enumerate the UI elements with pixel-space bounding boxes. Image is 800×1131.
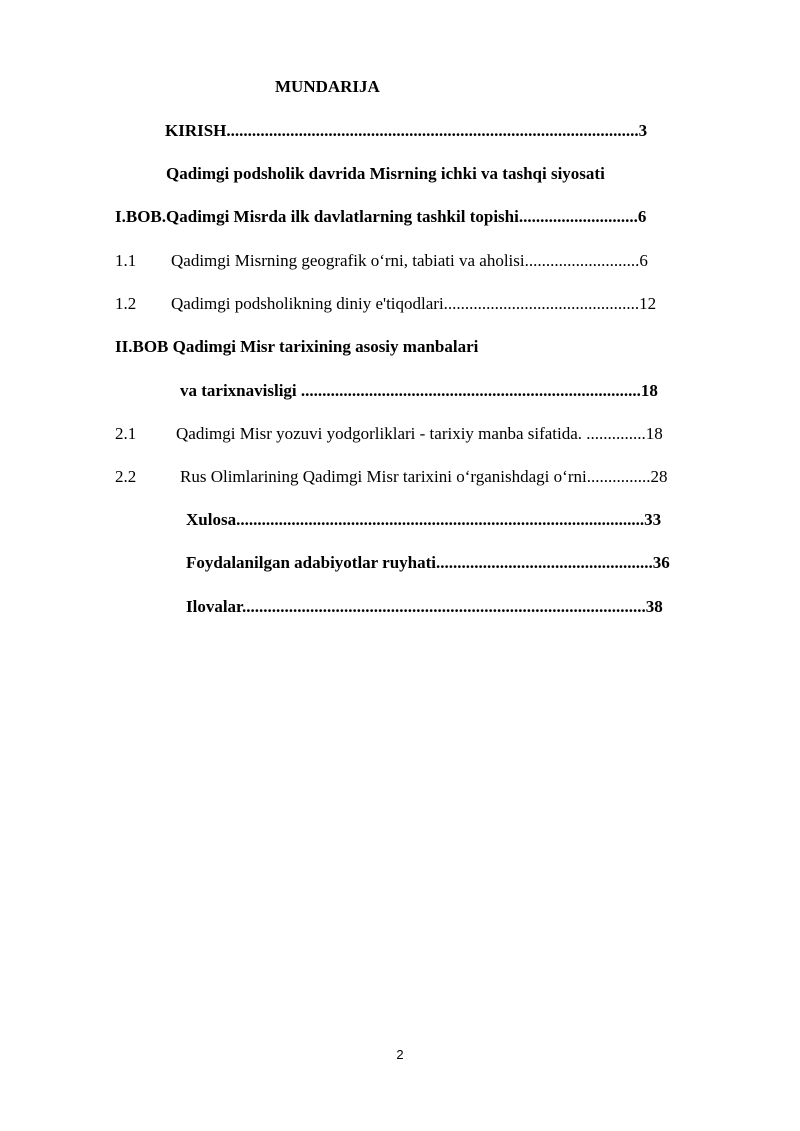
toc-entry-2-2-number: 2.2 (115, 467, 137, 486)
toc-entry-chapter-2-line-1: II.BOB Qadimgi Misr tarixining asosiy manbalari (115, 337, 479, 356)
toc-entry-chapter-1: I.BOB.Qadimgi Misrda ilk davlatlarning tashkil topishi............................6 (115, 207, 647, 226)
toc-entry-adabiyotlar: Foydalanilgan adabiyotlar ruyhati...................................................36 (186, 553, 670, 572)
toc-entry-1-1-title: Qadimgi Misrning geografik o‘rni, tabiati va aholisi...........................6 (171, 251, 648, 270)
toc-entry-2-1-title: Qadimgi Misr yozuvi yodgorliklari - tarixiy manba sifatida. ..............18 (176, 424, 663, 443)
toc-entry-1-2-title: Qadimgi podsholikning diniy e'tiqodlari..............................................12 (171, 294, 657, 313)
toc-entry-2-2-title: Rus Olimlarining Qadimgi Misr tarixini o‘rganishdagi o‘rni...............28 (180, 467, 668, 486)
toc-entry-ilovalar: Ilovalar...............................................................................................38 (186, 597, 663, 616)
toc-title: MUNDARIJA (275, 77, 380, 96)
toc-entry-kirish: KIRISH.................................................................................................3 (165, 121, 648, 140)
toc-entry-1-2-number: 1.2 (115, 294, 137, 313)
toc-entry-2-1-number: 2.1 (115, 424, 137, 443)
toc-entry-xulosa: Xulosa................................................................................................33 (186, 510, 662, 529)
page-number: 2 (396, 1047, 404, 1062)
toc-entry-chapter-2-line-2: va tarixnavisligi ................................................................................18 (180, 381, 658, 400)
toc-entry-1-1-number: 1.1 (115, 251, 137, 270)
toc-section-heading: Qadimgi podsholik davrida Misrning ichki va tashqi siyosati (166, 164, 605, 183)
